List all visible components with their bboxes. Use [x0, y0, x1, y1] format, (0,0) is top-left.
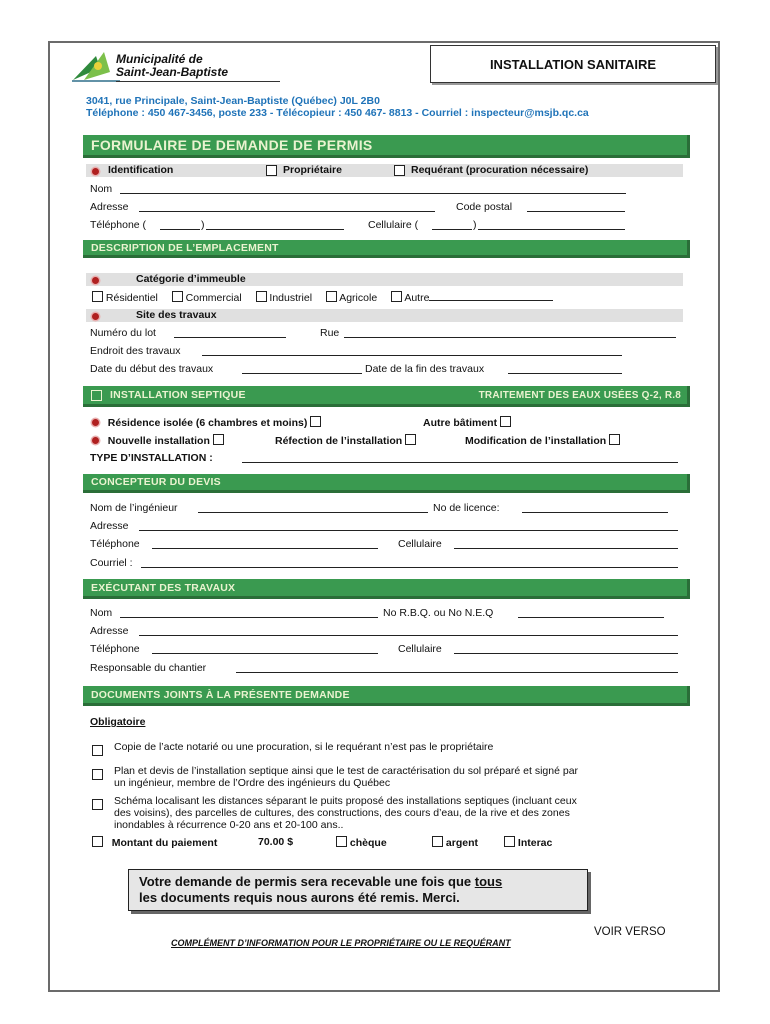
site-label: Site des travaux — [136, 309, 217, 321]
cash-checkbox[interactable] — [432, 836, 443, 847]
cell-label: Cellulaire ( — [368, 219, 419, 231]
location-section-bar: DESCRIPTION DE L’EMPLACEMENT — [83, 240, 690, 258]
owner-label: Propriétaire — [283, 164, 342, 176]
contractor-name-label: Nom — [90, 607, 113, 619]
bullet-icon — [92, 277, 99, 284]
refection-checkbox[interactable] — [405, 434, 416, 445]
designer-cell-label: Cellulaire — [398, 538, 442, 550]
modification-checkbox[interactable] — [609, 434, 620, 445]
cash-option: argent — [432, 836, 478, 849]
place-label: Endroit des travaux — [90, 345, 181, 357]
doc2-text: Plan et devis de l’installation septique ainsi que le test de caractérisation du sol préparé et signé par un ingénieur, membre de l’Ordre des ingénieurs du Québec — [114, 765, 579, 789]
cell-area-field[interactable] — [432, 220, 472, 230]
phone-label: Téléphone ( — [90, 219, 147, 231]
doc1-text: Copie de l’acte notarié ou une procuration, si le requérant n’est pas le propriétaire — [114, 741, 494, 753]
payment-label: Montant du paiement — [111, 837, 218, 849]
designer-address-field[interactable] — [139, 521, 678, 531]
payment-row — [92, 836, 217, 849]
designer-section-bar: CONCEPTEUR DU DEVIS — [83, 474, 690, 493]
interac-option: Interac — [504, 836, 552, 849]
contractor-section-bar: EXÉCUTANT DES TRAVAUX — [83, 579, 690, 599]
isolated-row: Résidence isolée (6 chambres et moins) — [92, 416, 321, 429]
identification-header — [86, 164, 683, 177]
cheque-checkbox[interactable] — [336, 836, 347, 847]
complement-note: COMPLÉMENT D’INFORMATION POUR LE PROPRIÉTAIRE OU LE REQUÉRANT — [171, 938, 511, 948]
designer-email-label: Courriel : — [90, 557, 133, 569]
septic-regulation: TRAITEMENT DES EAUX USÉES Q-2, R.8 — [478, 389, 681, 401]
contractor-phone-label: Téléphone — [90, 643, 140, 655]
phone-field[interactable] — [206, 220, 344, 230]
other-building-row: Autre bâtiment — [423, 416, 511, 429]
other-field[interactable] — [429, 291, 553, 301]
contractor-cell-label: Cellulaire — [398, 643, 442, 655]
required-heading: Obligatoire — [90, 716, 146, 728]
septic-title: INSTALLATION SEPTIQUE — [110, 389, 246, 401]
isolated-checkbox[interactable] — [310, 416, 321, 427]
street-field[interactable] — [344, 328, 676, 338]
name-label: Nom — [90, 183, 113, 195]
notice-box: Votre demande de permis sera recevable une fois que tous les documents requis nous aurons été remis. Merci. — [128, 869, 588, 911]
start-date-label: Date du début des travaux — [90, 363, 214, 375]
street-label: Rue — [320, 327, 340, 339]
bullet-icon — [92, 419, 99, 426]
name-field[interactable] — [120, 184, 626, 194]
cheque-option: chèque — [336, 836, 387, 849]
lot-field[interactable] — [174, 328, 286, 338]
documents-section-bar: DOCUMENTS JOINTS À LA PRÉSENTE DEMANDE — [83, 686, 690, 706]
org-name-line1: Municipalité de — [116, 52, 203, 66]
applicant-checkbox[interactable] — [394, 165, 405, 176]
contractor-phone-field[interactable] — [152, 644, 378, 654]
modification-row: Modification de l’installation — [465, 434, 620, 447]
license-label: No de licence: — [433, 502, 500, 514]
commercial-checkbox[interactable] — [172, 291, 183, 302]
postal-field[interactable] — [527, 202, 625, 212]
identification-label: Identification — [108, 164, 174, 176]
org-name-line2: Saint-Jean-Baptiste — [116, 65, 229, 79]
form-type-title: INSTALLATION SANITAIRE — [430, 45, 716, 83]
supervisor-label: Responsable du chantier — [90, 662, 207, 674]
supervisor-field[interactable] — [236, 663, 678, 673]
other-building-checkbox[interactable] — [500, 416, 511, 427]
contractor-name-field[interactable] — [120, 608, 378, 618]
doc1-checkbox[interactable] — [92, 745, 103, 756]
place-field[interactable] — [202, 346, 622, 356]
verso-note: VOIR VERSO — [594, 926, 666, 938]
form-title-bar: FORMULAIRE DE DEMANDE DE PERMIS — [83, 135, 690, 158]
agricultural-checkbox[interactable] — [326, 291, 337, 302]
owner-checkbox[interactable] — [266, 165, 277, 176]
postal-label: Code postal — [456, 201, 513, 213]
interac-checkbox[interactable] — [504, 836, 515, 847]
new-install-row: Nouvelle installation — [92, 434, 224, 447]
bullet-icon — [92, 437, 99, 444]
category-label: Catégorie d’immeuble — [136, 273, 246, 285]
designer-email-field[interactable] — [141, 558, 678, 568]
contact-line: Téléphone : 450 467-3456, poste 233 - Télécopieur : 450 467- 8813 - Courriel : inspecteur@msjb.qc.ca — [86, 107, 589, 119]
start-date-field[interactable] — [242, 364, 362, 374]
doc2-checkbox[interactable] — [92, 769, 103, 780]
septic-section-bar — [83, 386, 690, 407]
engineer-field[interactable] — [198, 503, 428, 513]
logo-underline — [116, 81, 280, 82]
municipality-logo — [70, 50, 122, 84]
payment-checkbox[interactable] — [92, 836, 103, 847]
rbq-field[interactable] — [518, 608, 664, 618]
doc3-text: Schéma localisant les distances séparant le puits proposé des installations septiques (incluant ceux des voisins), des parcelles de cultures, des constructions, des cours d’eau, de la rive et des zones inondables à récurrence 0-20 ans et 20-100 ans.. — [114, 795, 577, 831]
new-install-checkbox[interactable] — [213, 434, 224, 445]
designer-cell-field[interactable] — [454, 539, 678, 549]
address-label: Adresse — [90, 201, 129, 213]
building-types: Résidentiel Commercial Industriel Agricole Autre — [92, 291, 553, 304]
doc3-checkbox[interactable] — [92, 799, 103, 810]
site-header — [86, 309, 683, 322]
license-field[interactable] — [522, 503, 668, 513]
end-date-label: Date de la fin des travaux — [365, 363, 485, 375]
lot-label: Numéro du lot — [90, 327, 156, 339]
phone-area-field[interactable] — [160, 220, 200, 230]
engineer-label: Nom de l’ingénieur — [90, 502, 178, 514]
industrial-checkbox[interactable] — [256, 291, 267, 302]
category-header — [86, 273, 683, 286]
residential-checkbox[interactable] — [92, 291, 103, 302]
end-date-field[interactable] — [508, 364, 622, 374]
address-field[interactable] — [139, 202, 435, 212]
bullet-icon — [92, 313, 99, 320]
refection-row: Réfection de l’installation — [275, 434, 416, 447]
payment-amount: 70.00 $ — [258, 836, 294, 848]
applicant-label: Requérant (procuration nécessaire) — [411, 164, 589, 176]
designer-phone-field[interactable] — [152, 539, 378, 549]
phone-paren: ) — [201, 219, 205, 231]
install-type-label: TYPE D’INSTALLATION : — [90, 452, 213, 464]
contractor-cell-field[interactable] — [454, 644, 678, 654]
rbq-label: No R.B.Q. ou No N.E.Q — [383, 607, 494, 619]
install-type-field[interactable] — [242, 453, 678, 463]
contractor-address-label: Adresse — [90, 625, 129, 637]
address-line: 3041, rue Principale, Saint-Jean-Baptiste (Québec) J0L 2B0 — [86, 95, 380, 107]
bullet-icon — [92, 168, 99, 175]
other-checkbox[interactable] — [391, 291, 402, 302]
contractor-address-field[interactable] — [139, 626, 678, 636]
cell-field[interactable] — [478, 220, 625, 230]
cell-paren: ) — [473, 219, 477, 231]
designer-phone-label: Téléphone — [90, 538, 140, 550]
septic-checkbox[interactable] — [91, 390, 102, 401]
designer-address-label: Adresse — [90, 520, 129, 532]
